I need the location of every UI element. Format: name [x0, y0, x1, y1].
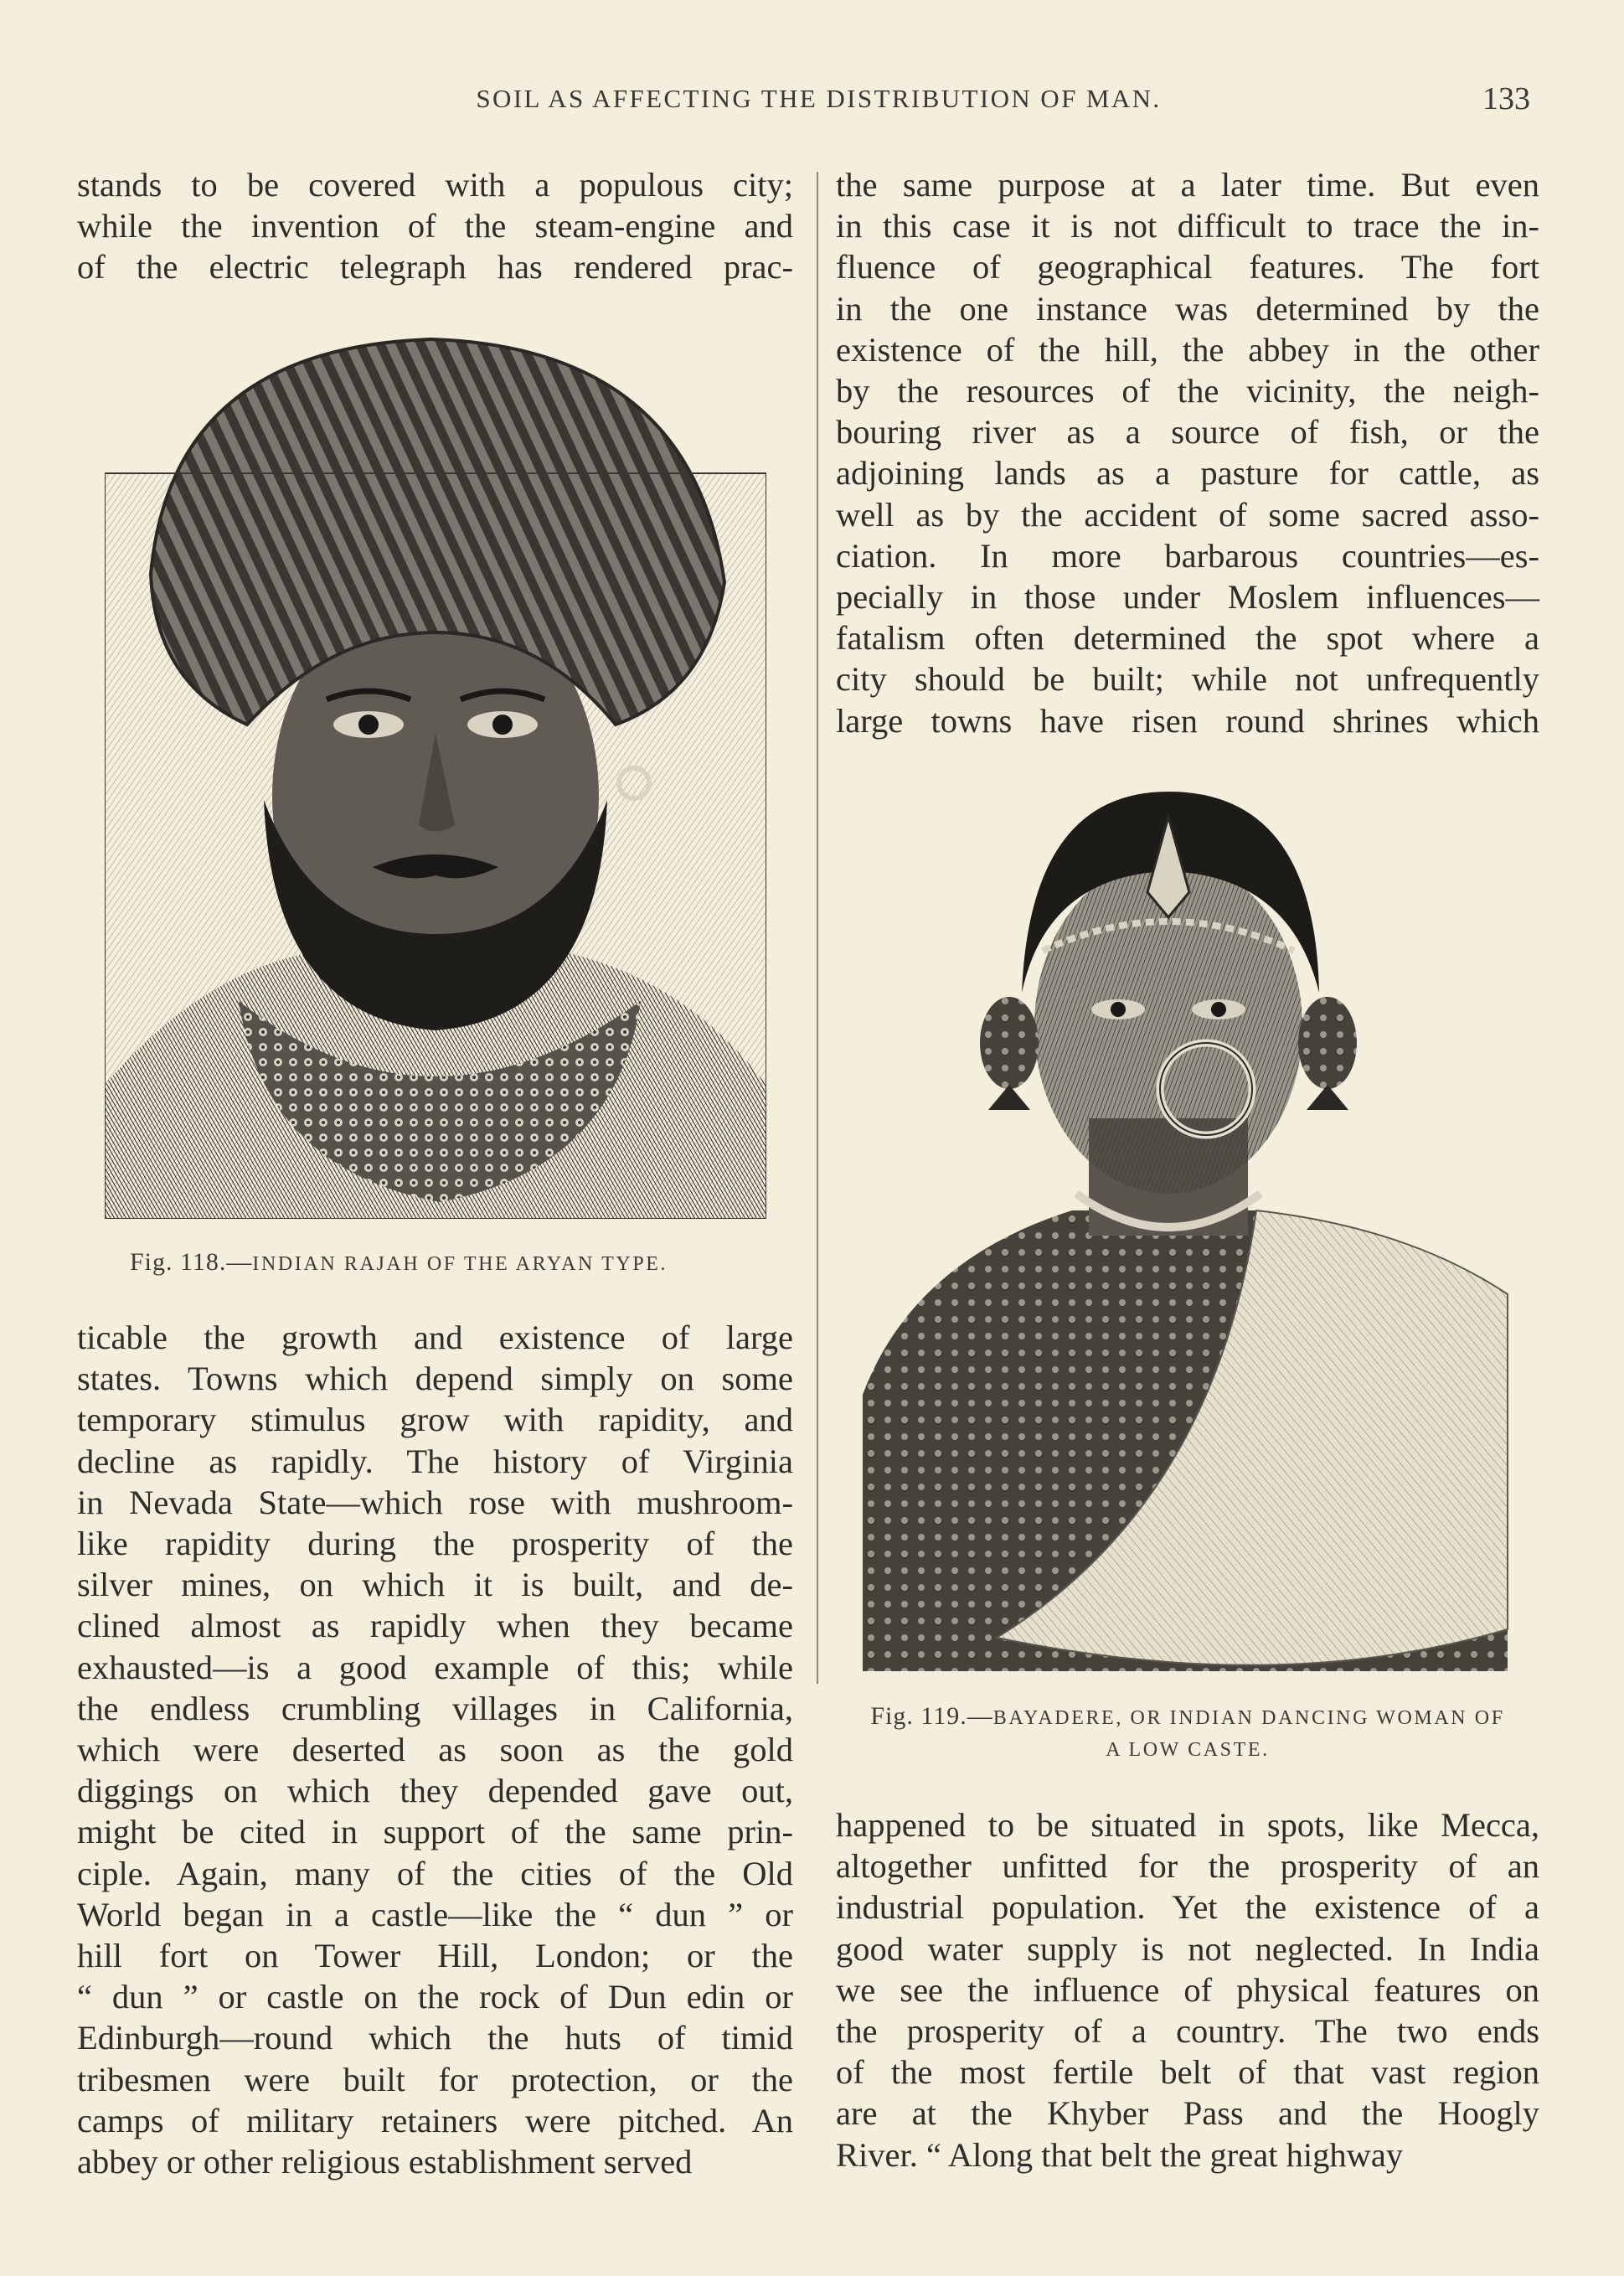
text-line: diggings on which they depended gave out, [77, 1772, 793, 1810]
text-line: states. Towns which depend simply on some [77, 1360, 793, 1398]
text-line: pecially in those under Moslem influences— [836, 578, 1539, 617]
text-line: the endless crumbling villages in California, [77, 1689, 793, 1727]
bayadere-portrait-illustration [863, 792, 1512, 1671]
figure-118-rajah-engraving [105, 331, 766, 1219]
figure-title: INDIAN RAJAH OF THE ARYAN TYPE. [252, 1253, 668, 1275]
text-line: while the invention of the steam-engine and [77, 207, 793, 245]
text-line: ticable the growth and existence of large [77, 1319, 793, 1356]
text-line: bouring river as a source of fish, or the [836, 413, 1539, 452]
text-line: adjoining lands as a pasture for cattle, as [836, 454, 1539, 493]
text-line: large towns have risen round shrines which [836, 701, 1539, 740]
text-line: camps of military retainers were pitched. An [77, 2101, 793, 2139]
figure-number: Fig. 118.— [130, 1248, 253, 1276]
text-line: World began in a castle—like the “ dun ” or [77, 1895, 793, 1933]
figure-118-caption [130, 1248, 668, 1277]
running-head: SOIL AS AFFECTING THE DISTRIBUTION OF MAN. [476, 84, 1162, 113]
text-line: decline as rapidly. The history of Virginia [77, 1442, 793, 1480]
text-line: might be cited in support of the same prin- [77, 1813, 793, 1851]
text-line: by the resources of the vicinity, the neigh- [836, 372, 1539, 410]
text-line: silver mines, on which it is built, and de- [77, 1566, 793, 1604]
column-rule [817, 172, 818, 1684]
caption-line-2: A LOW CASTE. [1106, 1739, 1270, 1761]
text-line: the prosperity of a country. The two ends [836, 2012, 1539, 2051]
text-line: ciation. In more barbarous countries—es- [836, 536, 1539, 575]
left-column-top-paragraph [77, 164, 793, 288]
text-line: Edinburgh—round which the huts of timid [77, 2019, 793, 2057]
text-line: industrial population. Yet the existence of a [836, 1888, 1539, 1927]
page-number: 133 [1482, 81, 1530, 116]
figure-title: BAYADERE, OR INDIAN DANCING WOMAN OF [992, 1707, 1505, 1729]
text-line: of the most fertile belt of that vast region [836, 2053, 1539, 2092]
left-column-bottom-paragraph [77, 1317, 793, 2182]
text-line: happened to be situated in spots, like Mecca, [836, 1806, 1539, 1844]
text-line: River. “ Along that belt the great highway [836, 2135, 1404, 2174]
text-line: exhausted—is a good example of this; while [77, 1648, 793, 1686]
text-line: of the electric telegraph has rendered prac- [77, 248, 793, 286]
rajah-portrait-illustration [105, 331, 766, 1219]
text-line: ciple. Again, many of the cities of the Old [77, 1854, 793, 1892]
right-column-bottom-paragraph [836, 1804, 1539, 2175]
figure-119-caption [836, 1701, 1539, 1766]
text-line: are at the Khyber Pass and the Hoogly [836, 2094, 1539, 2133]
text-line: the same purpose at a later time. But even [836, 166, 1539, 204]
text-line: we see the influence of physical features on [836, 1970, 1539, 2009]
text-line: clined almost as rapidly when they became [77, 1607, 793, 1645]
text-line: temporary stimulus grow with rapidity, and [77, 1401, 793, 1439]
text-line: altogether unfitted for the prosperity of an [836, 1847, 1539, 1886]
text-line: like rapidity during the prosperity of the [77, 1525, 793, 1563]
right-column-top-paragraph [836, 164, 1539, 741]
text-line: “ dun ” or castle on the rock of Dun edin or [77, 1978, 793, 2016]
caption-line-1 [836, 1701, 1539, 1734]
text-line: hill fort on Tower Hill, London; or the [77, 1937, 793, 1975]
text-line: which were deserted as soon as the gold [77, 1731, 793, 1769]
text-line: in this case it is not difficult to trace the in- [836, 207, 1539, 245]
text-line: city should be built; while not unfrequently [836, 660, 1539, 699]
figure-number: Fig. 119.— [870, 1702, 993, 1730]
text-line: in the one instance was determined by the [836, 289, 1539, 328]
text-line: abbey or other religious establishment served [77, 2143, 693, 2181]
figure-119-bayadere-engraving [863, 792, 1512, 1671]
text-line: fluence of geographical features. The fort [836, 248, 1539, 286]
text-line: good water supply is not neglected. In India [836, 1929, 1539, 1968]
text-line: in Nevada State—which rose with mushroom- [77, 1483, 793, 1521]
text-line: tribesmen were built for protection, or the [77, 2060, 793, 2098]
text-line: fatalism often determined the spot where a [836, 619, 1539, 658]
text-line: existence of the hill, the abbey in the other [836, 330, 1539, 369]
text-line: stands to be covered with a populous city; [77, 166, 793, 204]
text-line: well as by the accident of some sacred asso- [836, 495, 1539, 534]
